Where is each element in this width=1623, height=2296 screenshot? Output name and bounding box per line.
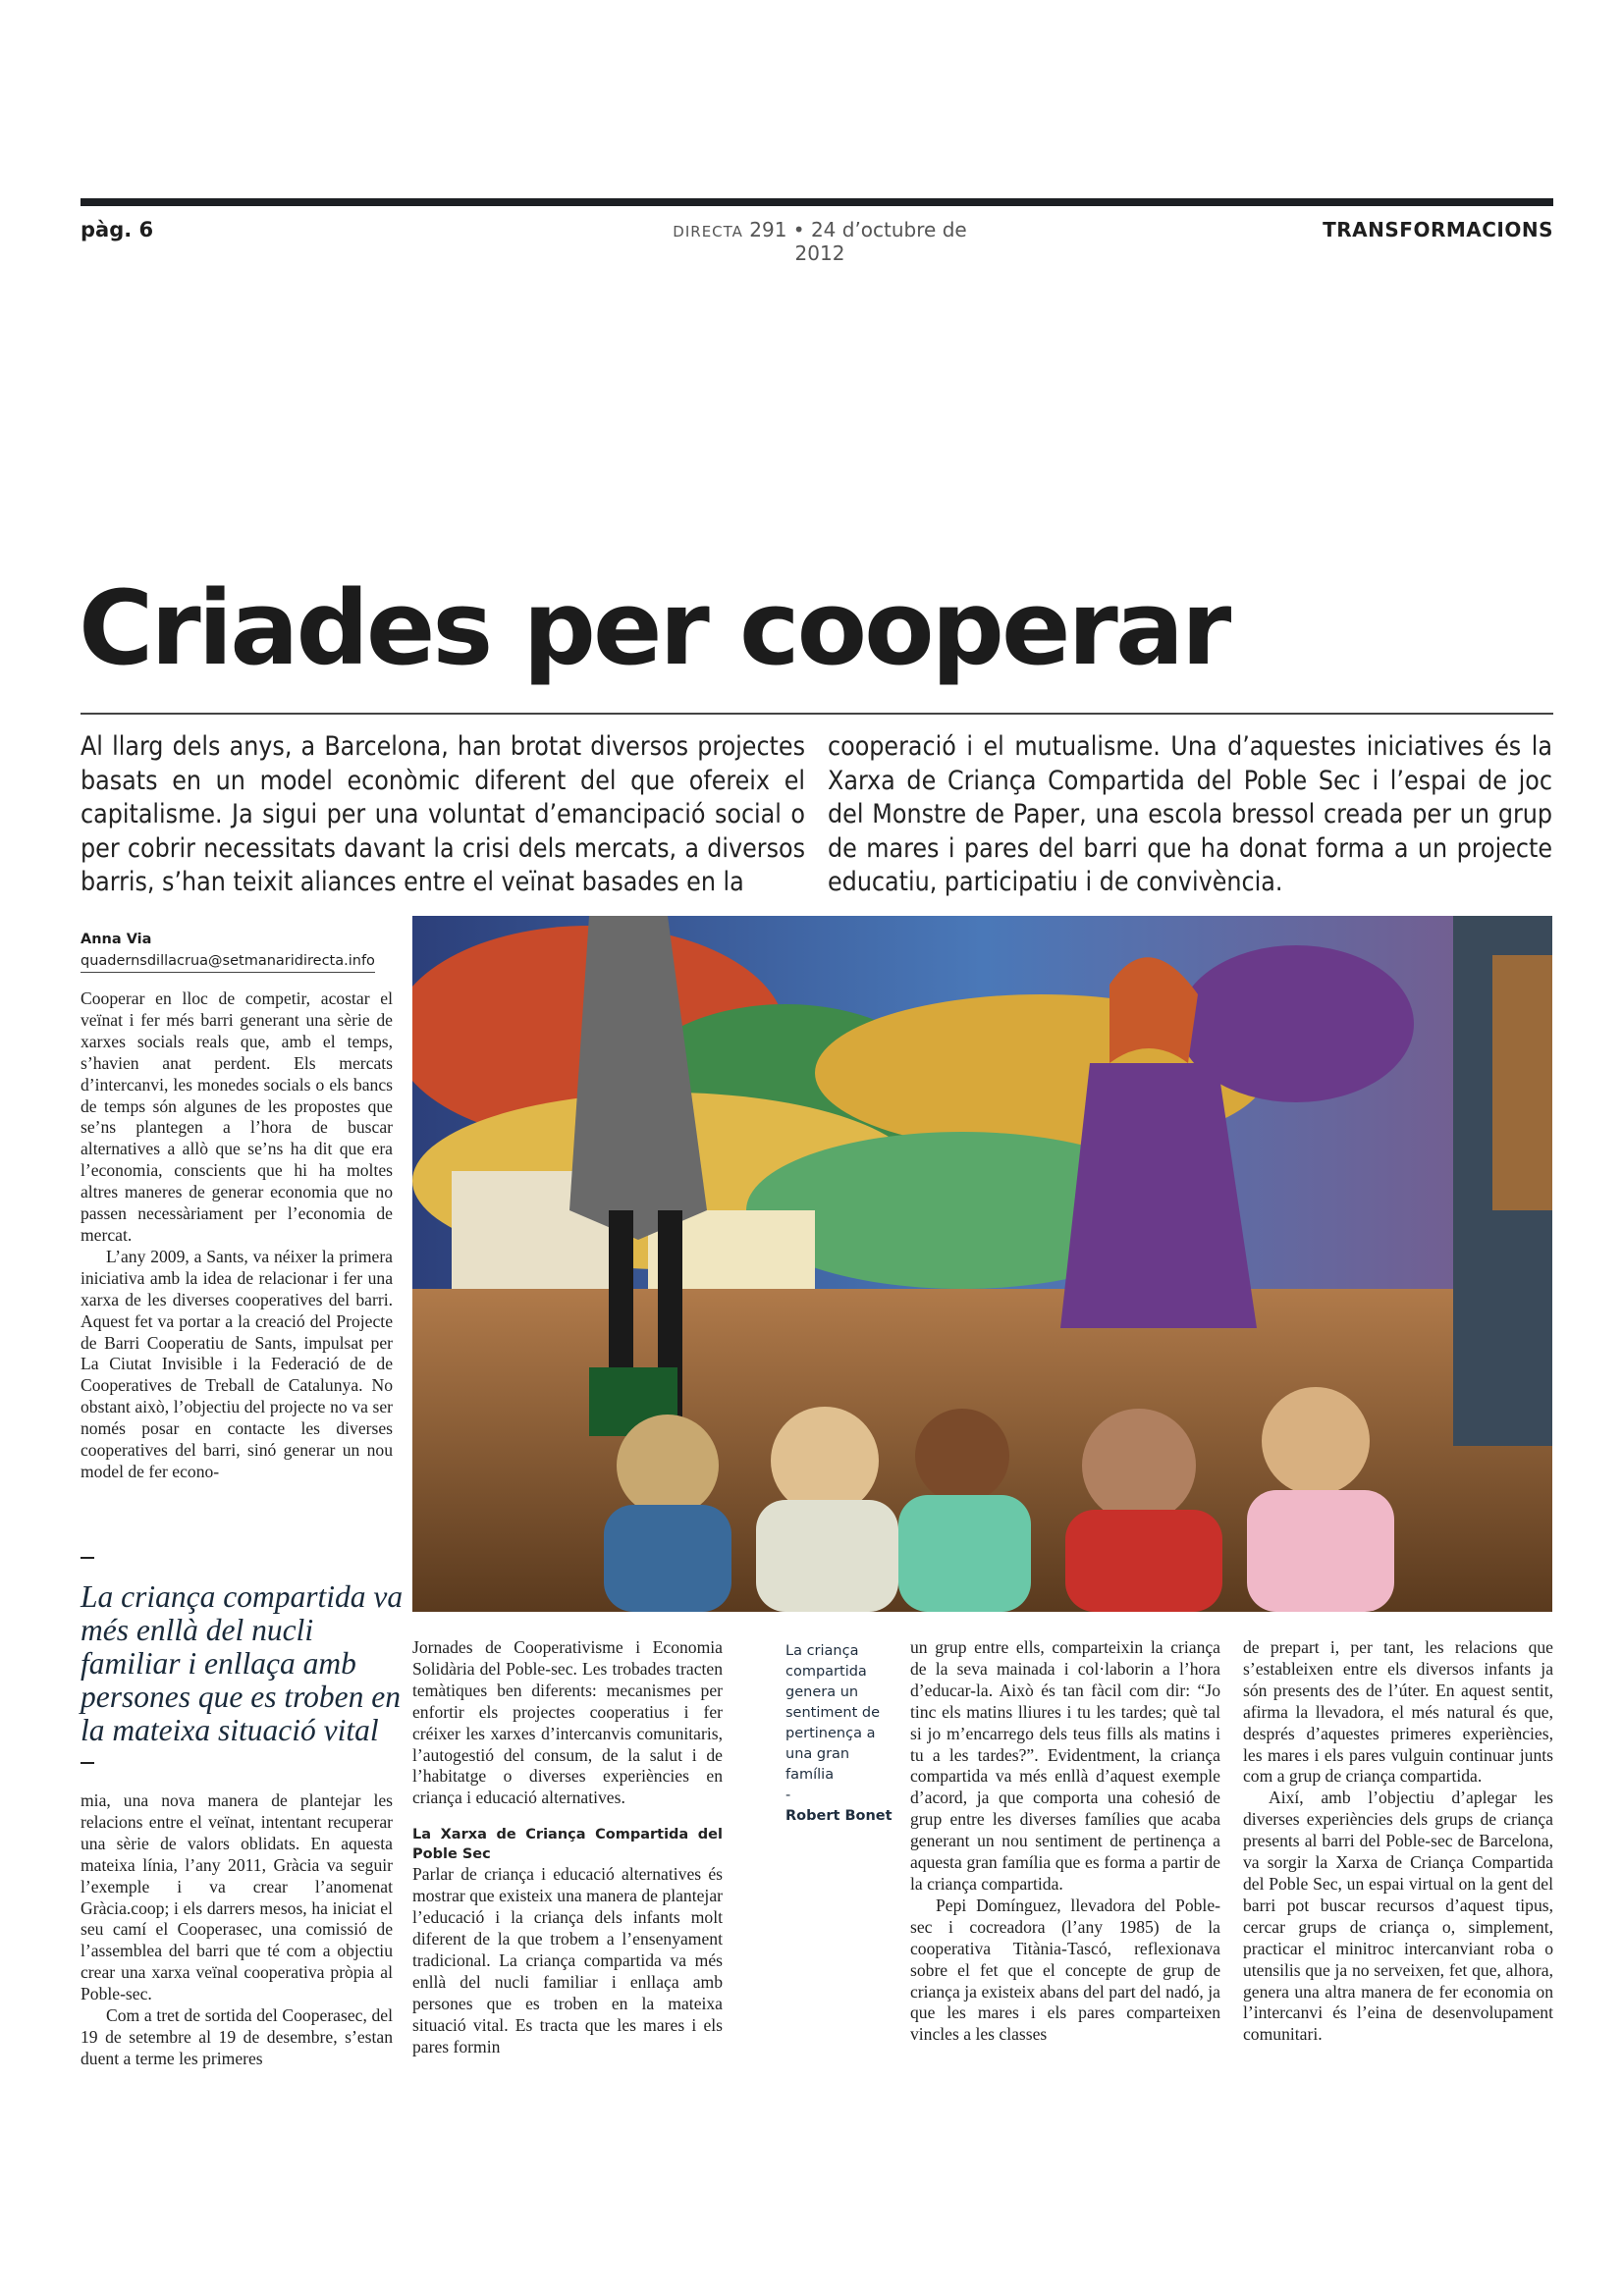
top-rule: [81, 198, 1553, 206]
byline: [81, 929, 395, 973]
body-column-1b: [81, 1790, 393, 2070]
paragraph: Pepi Domínguez, llevadora del Poble-sec i cocreadora (l’any 1985) de la cooperativa Titània-Tascó, reflexionava sobre el fet que el concepte de grup de criança ja existeix abans del part del nadó, ja que les mares i els pares comparteixen vincles a les classes: [910, 1895, 1220, 2045]
paragraph: Així, amb l’objectiu d’aplegar les diverses experiències dels grups de criança presents al barri del Poble-sec de Barcelona, va sorgir la Xarxa de Criança Compartida del Poble Sec, un espai virtual on la gent del barri pot buscar recursos d’aquest tipus, cercar grups de criança o, simplement, practicar el minitroc intercanviant roba o utensilis que ja no serveixen, fet que, alhora, genera una altra manera de fer economia on l’intercanvi és l’eina de desenvolupament comunitari.: [1243, 1788, 1553, 2045]
caption-text: La criança compartida genera un sentiment de pertinença a una gran família: [785, 1643, 881, 1783]
article-title: Criades per cooperar: [79, 568, 1229, 688]
caption-dash: -: [785, 1788, 791, 1803]
body-column-1a: [81, 988, 393, 1483]
title-rule: [81, 713, 1553, 715]
author-name: Anna Via: [81, 932, 152, 947]
issue-date: 291 • 24 d’octubre de 2012: [749, 218, 967, 265]
subheading: La Xarxa de Criança Compartida del Poble Sec: [412, 1827, 723, 1863]
section-name: TRANSFORMACIONS: [1323, 218, 1553, 241]
author-email: quadernsdillacrua@setmanaridirecta.info: [81, 950, 375, 973]
issue-info: [658, 218, 982, 265]
pull-quote: La criança compartida va més enllà del nucli familiar i enllaça amb persones que es troben en la mateixa situació vital: [81, 1579, 404, 1747]
article-photo: [412, 916, 1552, 1612]
quote-dash-bottom: [81, 1762, 94, 1764]
body-column-4: [1243, 1637, 1553, 2046]
lead-paragraph-right: cooperació i el mutualisme. Una d’aquestes iniciatives és la Xarxa de Criança Compartida del Poble Sec i l’espai de joc del Monstre de Paper, una escola bressol creada per un grup de mares i pares del barri que ha donat forma a un projecte educatiu, participatiu i de convivència.: [828, 731, 1552, 897]
photo-children-puppet-show: [412, 916, 1552, 1612]
quote-dash-top: [81, 1557, 94, 1559]
paragraph: de prepart i, per tant, les relacions que s’estableixen entre els diversos infants ja són presents des de l’úter. En aquest sentit, afirma la llevadora, el més natural és que, després d’aquestes primeres experiències, les mares i els pares vulguin continuar junts com a grup de criança compartida.: [1243, 1637, 1553, 1787]
body-column-2: [412, 1637, 723, 2057]
paragraph: un grup entre ells, comparteixin la criança de la seva mainada i col·laborin a l’hora d’educar-la. Això és tan fàcil com dir: “Jo tinc els matins lliures i tu les tardes; què tal si jo m’encarrego dels teus fills als matins i tu a les tardes?”. Evidentment, la criança compartida va més enllà d’aquest exemple d’acord, ja que comporta una cohesió de grup entre les diverses famílies que acaba generant un nou sentiment de pertinença a aquesta gran família que es forma a partir de la criança compartida.: [910, 1637, 1220, 1894]
lead-paragraph-left: Al llarg dels anys, a Barcelona, han brotat diversos projectes basats en un model econòmic diferent del que ofereix el capitalisme. Ja sigui per una voluntat d’emancipació social o per cobrir necessitats davant la crisi dels mercats, a diversos barris, s’han teixit aliances entre el veïnat basades en la: [81, 731, 805, 897]
body-column-3: [910, 1637, 1220, 2046]
paragraph: Jornades de Cooperativisme i Economia Solidària del Poble-sec. Les trobades tracten temàtiques ben diferents: mecanismes per enfortir els projectes cooperatius i fer créixer les xarxes d’intercanvis comunitaris, l’autogestió del consum, de la salut i de l’habitatge o diverses experiències en criança i educació alternatives.: [412, 1637, 723, 1808]
photo-caption: [785, 1641, 893, 1827]
photo-credit: Robert Bonet: [785, 1808, 893, 1824]
paragraph: Com a tret de sortida del Cooperasec, del 19 de setembre al 19 de desembre, s’estan duent a terme les primeres: [81, 2005, 393, 2068]
brand-name: DIRECTA: [673, 223, 743, 240]
paragraph: Cooperar en lloc de competir, acostar el veïnat i fer més barri generant una sèrie de xarxes socials reals que, amb el temps, s’havien anat perdent. Els mercats d’intercanvi, les monedes socials o els bancs de temps són algunes de les propostes que se’ns plantegen a l’hora de buscar alternatives a allò que se’ns ha dit que era l’economia, conscients que hi ha moltes altres maneres de generar economia que no passen necessàriament per l’economia de mercat.: [81, 988, 393, 1245]
page-number: pàg. 6: [81, 218, 154, 241]
paragraph: L’any 2009, a Sants, va néixer la primera iniciativa amb la idea de relacionar i fer una xarxa de les diverses cooperatives del barri. Aquest fet va portar a la creació del Projecte de Barri Cooperatiu de Sants, impulsat per La Ciutat Invisible i la Federació de de Cooperatives de Treball de Catalunya. No obstant això, l’objectiu del projecte no va ser només posar en contacte les diverses cooperatives del barri, sinó generar un nou model de fer econo-: [81, 1246, 393, 1481]
paragraph: mia, una nova manera de plantejar les relacions entre el veïnat, intentant recuperar una sèrie de valors oblidats. En aquesta mateixa línia, l’any 2011, Gràcia va seguir l’exemple i va crear l’anomenat Gràcia.coop; i els darrers mesos, ha iniciat el seu camí el Cooperasec, una comissió de l’assemblea del barri que té com a objectiu crear una xarxa veïnal cooperativa pròpia al Poble-sec.: [81, 1790, 393, 2004]
paragraph: Parlar de criança i educació alternatives és mostrar que existeix una manera de plantejar l’educació i la criança dels infants molt diferent de la que trobem a l’ensenyament tradicional. La criança compartida va més enllà del nucli familiar i enllaça amb persones que es troben en la mateixa situació vital. Es tracta que les mares i els pares formin: [412, 1864, 723, 2056]
